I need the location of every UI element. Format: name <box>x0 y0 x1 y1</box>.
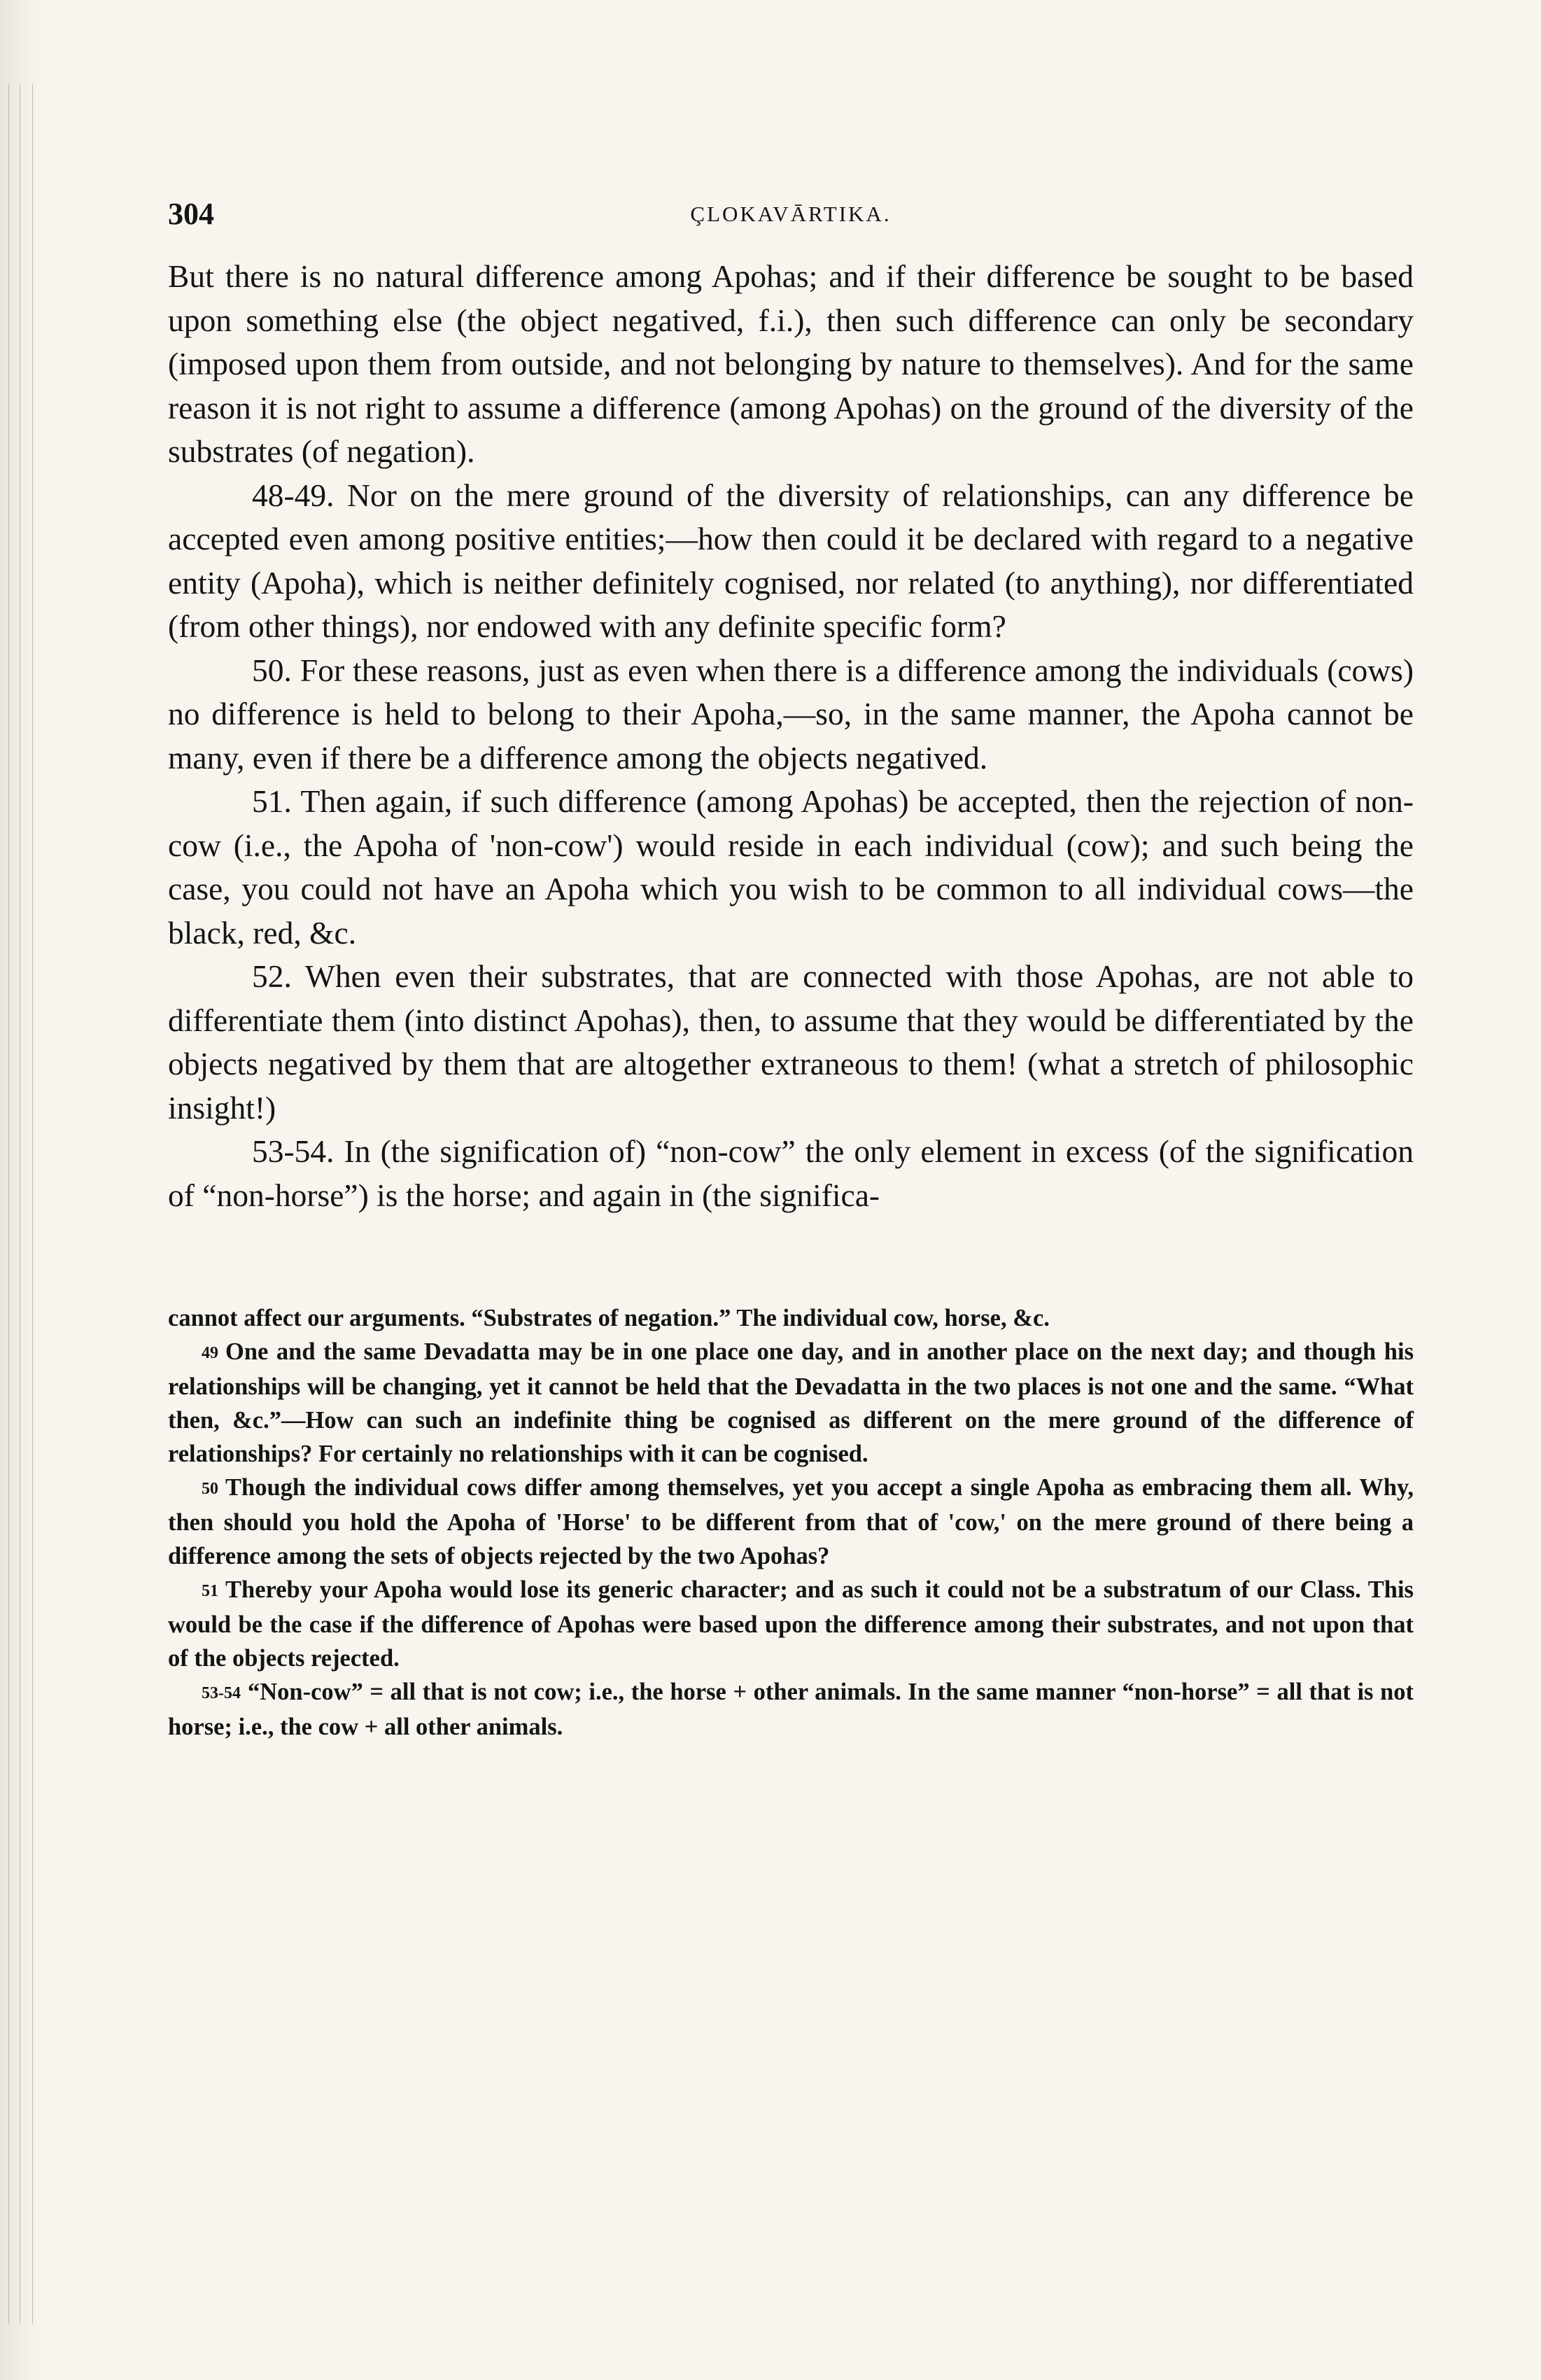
scan-artifact-line <box>32 84 33 2324</box>
verse-51 <box>168 780 1414 955</box>
paragraph-intro: But there is no natural difference among Apohas; and if their difference be sought to be based upon something else (the object negatived, f.i.), then such difference can only be secondary (imposed upon them from outside, and not belonging by nature to themselves). And for the same reason it is not right to assume a difference (among Apohas) on the ground of the diversity of the substrates (of negation). <box>168 258 1414 469</box>
verse-48-49 <box>168 474 1414 649</box>
verse-52 <box>168 955 1414 1130</box>
verse-text: When even their substrates, that are connected with those Apohas, are not able to differentiate them (into distinct Apohas), then, to assume that they would be differentiated by the objects negatived by them that are altogether extraneous to them! (what a stretch of philosophic insight!) <box>168 958 1414 1126</box>
verse-text: In (the signification of) “non-cow” the only element in excess (of the signification of “non-horse”) is the horse; and again in (the significa- <box>168 1133 1414 1213</box>
scan-edge-shadow <box>0 0 49 2380</box>
verse-53-54 <box>168 1130 1414 1217</box>
footnote-number: 49 <box>202 1344 218 1362</box>
footnote-49 <box>168 1335 1414 1471</box>
verse-number: 48-49. <box>252 477 335 513</box>
footnote-number: 53-54 <box>202 1684 241 1702</box>
verse-text: Nor on the mere ground of the diversity of relationships, can any difference be accepted even among positive entities;—how then could it be declared with regard to a negative entity (Apoha), which is neither definitely cognised, nor related (to anything), nor differentiated (from other things), nor endowed with any definite specific form? <box>168 477 1414 644</box>
verse-number: 52. <box>252 958 292 994</box>
verse-number: 50. <box>252 652 292 688</box>
page-number: 304 <box>168 197 214 231</box>
verse-text: For these reasons, just as even when there is a difference among the individuals (cows) no difference is held to belong to their Apoha,—so, in the same manner, the Apoha cannot be many, even if there be a difference among the objects negatived. <box>168 652 1414 776</box>
footnote-text: “Non-cow” = all that is not cow; i.e., the horse + other animals. In the same manner “non-horse” = all that is not horse; i.e., the cow + all other animals. <box>168 1679 1414 1740</box>
main-text <box>168 255 1414 1217</box>
footnote-51 <box>168 1573 1414 1675</box>
footnote-separator <box>168 1217 1414 1301</box>
footnote-number: 50 <box>202 1480 218 1498</box>
footnote-text: One and the same Devadatta may be in one place one day, and in another place on the next day; and though his relationships will be changing, yet it cannot be held that the Devadatta in the two places is not one and the same. “What then, &c.”—How can such an indefinite thing be cognised as different on the mere ground of the difference of relationships? For certainly no relationships with it can be cognised. <box>168 1338 1414 1467</box>
scan-artifact-line <box>8 84 9 2324</box>
footnote-text: Though the individual cows differ among themselves, yet you accept a single Apoha as embracing them all. Why, then should you hold the Apoha of 'Horse' to be different from that of 'cow,' on the mere ground of there being a difference among the sets of objects rejected by the two Apohas? <box>168 1474 1414 1569</box>
footnote-continuation: cannot affect our arguments. “Substrates of negation.” The individual cow, horse, &c. <box>168 1305 1050 1331</box>
footnote-number: 51 <box>202 1582 218 1600</box>
footnote-53-54 <box>168 1675 1414 1744</box>
footnote-text: Thereby your Apoha would lose its generic character; and as such it could not be a substratum of our Class. This would be the case if the difference of Apohas were based upon the difference among their substrates, and not upon that of the objects rejected. <box>168 1576 1414 1672</box>
footnotes <box>168 1301 1414 1744</box>
book-page <box>168 196 1414 1744</box>
verse-text: Then again, if such difference (among Apohas) be accepted, then the rejection of non-cow (i.e., the Apoha of 'non-cow') would reside in each individual (cow); and such being the case, you could not have an Apoha which you wish to be common to all individual cows—the black, red, &c. <box>168 783 1414 951</box>
footnote-50 <box>168 1471 1414 1573</box>
running-header <box>168 196 1414 238</box>
verse-number: 53-54. <box>252 1133 335 1169</box>
verse-number: 51. <box>252 783 292 819</box>
running-title: ÇLOKAVĀRTIKA. <box>690 202 892 226</box>
verse-50 <box>168 649 1414 780</box>
